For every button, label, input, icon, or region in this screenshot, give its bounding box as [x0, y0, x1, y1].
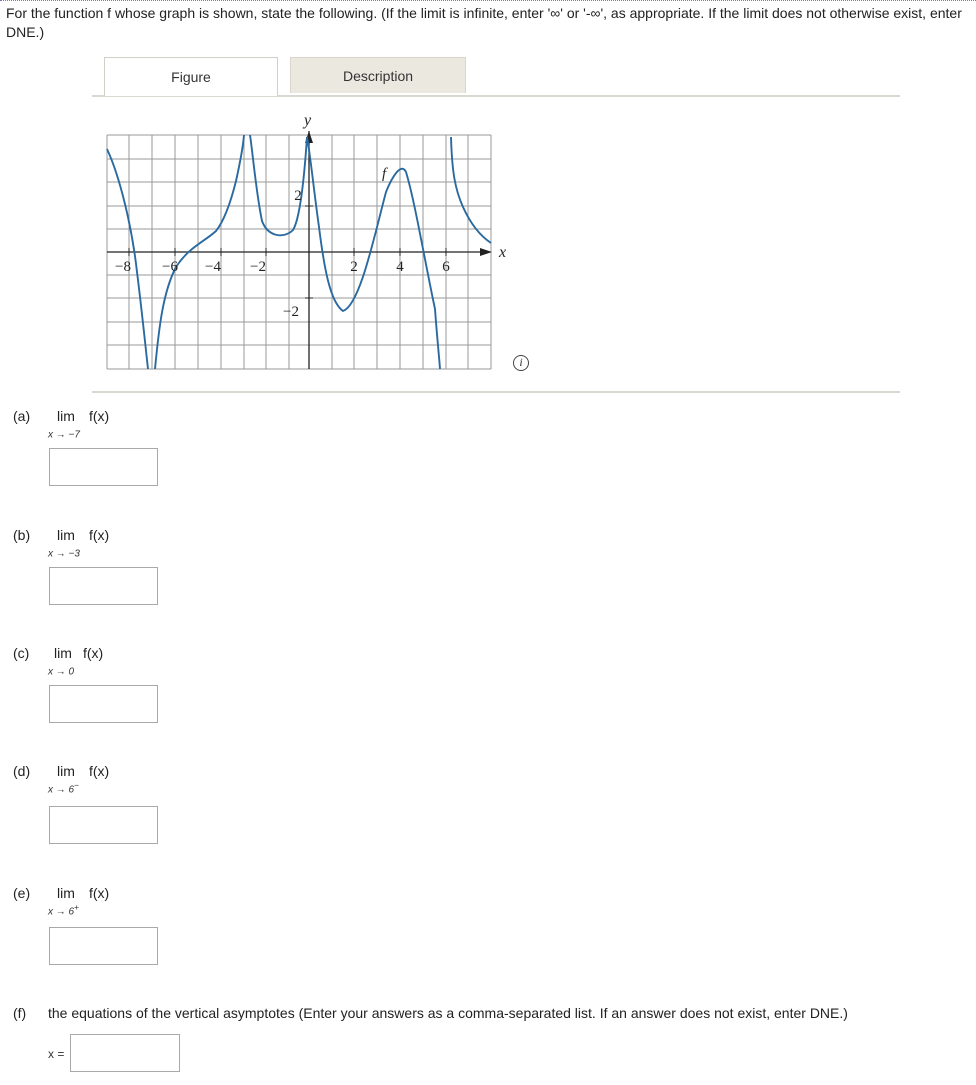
- function-label: f: [382, 166, 387, 182]
- part-label: (f): [13, 1005, 27, 1021]
- limit-subscript: [48, 544, 80, 559]
- tick-label-x: 2: [350, 259, 358, 275]
- approach-text: x → 0: [48, 666, 75, 678]
- function-notation: f(x): [89, 763, 110, 779]
- tick-label-x: 6: [442, 259, 450, 275]
- tab-description[interactable]: Description: [290, 57, 466, 93]
- tick-label-y: −2: [283, 304, 299, 320]
- lim-word: lim: [57, 527, 75, 543]
- limit-expression: [48, 885, 168, 925]
- approach-text: x → 6: [48, 784, 75, 796]
- part-label: (b): [13, 527, 31, 543]
- side-superscript: +: [74, 902, 79, 912]
- function-notation: f(x): [89, 408, 110, 424]
- limit-expression: [48, 763, 168, 803]
- x-axis-label: x: [499, 244, 507, 261]
- tick-label-y: 2: [294, 188, 302, 204]
- approach-text: x → −7: [48, 429, 80, 441]
- part-label: (d): [13, 763, 31, 779]
- tick-label-x: 4: [396, 259, 404, 275]
- x-equals-label: x =: [48, 1047, 65, 1061]
- side-superscript: −: [74, 780, 79, 790]
- answer-input-d[interactable]: [49, 806, 158, 844]
- instructions-text: For the function f whose graph is shown, state the following. (If the limit is infinite, enter '∞' or '-∞', as appropriate. If the limit does not otherwise exist, enter DNE.): [6, 5, 962, 40]
- lim-word: lim: [57, 408, 75, 424]
- limit-subscript: [48, 662, 74, 677]
- answer-input-c[interactable]: [49, 685, 158, 723]
- part-label: (c): [13, 645, 30, 661]
- y-axis-label: y: [304, 112, 312, 129]
- part-label: (a): [13, 408, 31, 424]
- axes: [107, 131, 492, 369]
- top-dotted-border: [0, 0, 976, 1]
- function-notation: f(x): [89, 885, 110, 901]
- tab-figure[interactable]: Figure: [104, 57, 278, 96]
- function-notation: f(x): [83, 645, 104, 661]
- limit-subscript: [48, 425, 80, 440]
- tick-label-x: −4: [205, 259, 221, 275]
- approach-text: x → −3: [48, 548, 80, 560]
- limit-subscript: [48, 780, 79, 795]
- info-icon[interactable]: i: [513, 355, 529, 371]
- approach-text: x → 6: [48, 906, 75, 918]
- function-graph: [92, 97, 900, 389]
- tick-label-x: −2: [250, 259, 266, 275]
- lim-word: lim: [57, 763, 75, 779]
- limit-expression: [48, 645, 168, 685]
- answer-input-a[interactable]: [49, 448, 158, 486]
- answer-input-e[interactable]: [49, 927, 158, 965]
- tick-label-x: −6: [162, 259, 178, 275]
- limit-expression: [48, 408, 168, 448]
- part-label: (e): [13, 885, 31, 901]
- figure-tabs: [92, 57, 900, 97]
- tick-label-x: −8: [115, 259, 131, 275]
- figure-panel: [92, 97, 900, 393]
- answer-input-f[interactable]: [70, 1034, 180, 1072]
- lim-word: lim: [54, 645, 72, 661]
- function-notation: f(x): [89, 527, 110, 543]
- part-f-text: the equations of the vertical asymptotes (Enter your answers as a comma-separated list. If an answer does not exist, enter DNE.): [48, 1005, 848, 1021]
- answer-input-b[interactable]: [49, 567, 158, 605]
- lim-word: lim: [57, 885, 75, 901]
- curve-far-right: [451, 137, 491, 243]
- limit-expression: [48, 527, 168, 567]
- limit-subscript: [48, 902, 79, 917]
